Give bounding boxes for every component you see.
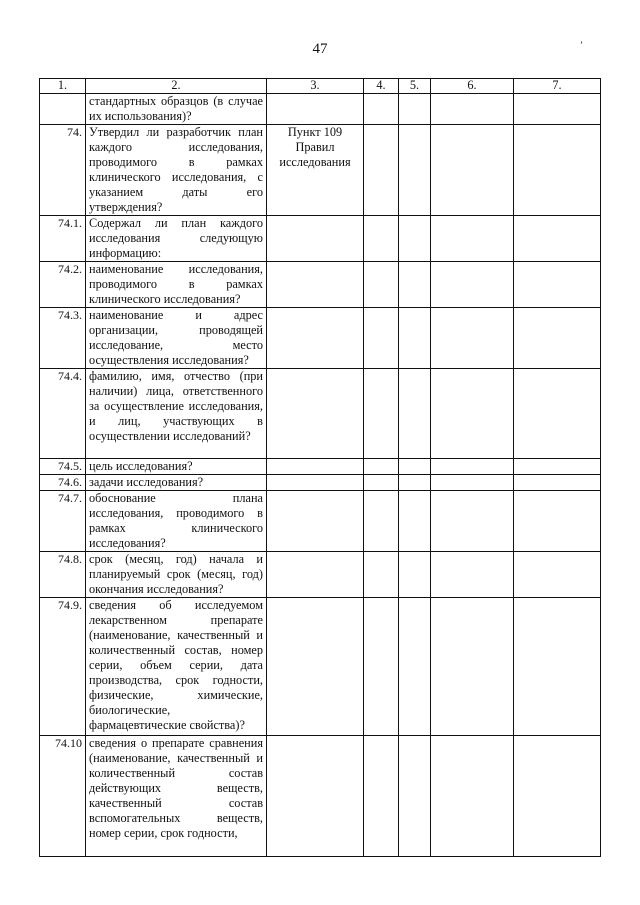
question-text: стандартных образцов (в случае их использования)? [86, 94, 267, 125]
table-row [40, 94, 601, 125]
answer-cell-yes[interactable] [364, 475, 399, 491]
answer-cell-no[interactable] [399, 459, 431, 475]
table-row [40, 125, 601, 216]
answer-cell-no[interactable] [399, 598, 431, 736]
answer-cell-na[interactable] [431, 475, 514, 491]
question-text: сведения о препарате сравнения (наименование, качественный и количественный состав действующих веществ, качественный состав вспомогательных веществ, номер серии, срок годности, [86, 736, 267, 857]
column-header-4: 4. [364, 79, 399, 94]
question-text: фамилию, имя, отчество (при наличии) лица, ответственного за осуществление исследования, и лиц, участвующих в осуществлении исследований? [86, 369, 267, 459]
notes-cell[interactable] [514, 369, 601, 459]
answer-cell-na[interactable] [431, 216, 514, 262]
legal-reference [267, 94, 364, 125]
answer-cell-no[interactable] [399, 475, 431, 491]
row-number: 74.4. [40, 369, 86, 459]
notes-cell[interactable] [514, 459, 601, 475]
row-number: 74.1. [40, 216, 86, 262]
column-header-7: 7. [514, 79, 601, 94]
answer-cell-yes[interactable] [364, 94, 399, 125]
checklist-table [39, 78, 601, 857]
legal-reference [267, 736, 364, 857]
answer-cell-na[interactable] [431, 125, 514, 216]
answer-cell-yes[interactable] [364, 459, 399, 475]
question-text: задачи исследования? [86, 475, 267, 491]
stray-mark: ’ [580, 40, 583, 50]
notes-cell[interactable] [514, 491, 601, 552]
answer-cell-na[interactable] [431, 308, 514, 369]
legal-reference [267, 459, 364, 475]
legal-reference [267, 308, 364, 369]
row-number: 74.6. [40, 475, 86, 491]
question-text: Утвердил ли разработчик план каждого исследования, проводимого в рамках клинического исследования, с указанием даты его утверждения? [86, 125, 267, 216]
notes-cell[interactable] [514, 736, 601, 857]
column-header-5: 5. [399, 79, 431, 94]
notes-cell[interactable] [514, 475, 601, 491]
column-header-1: 1. [40, 79, 86, 94]
table-row [40, 475, 601, 491]
answer-cell-no[interactable] [399, 369, 431, 459]
answer-cell-na[interactable] [431, 369, 514, 459]
question-text: срок (месяц, год) начала и планируемый срок (месяц, год) окончания исследования? [86, 552, 267, 598]
notes-cell[interactable] [514, 94, 601, 125]
row-number: 74.10 [40, 736, 86, 857]
answer-cell-no[interactable] [399, 491, 431, 552]
answer-cell-yes[interactable] [364, 598, 399, 736]
answer-cell-na[interactable] [431, 736, 514, 857]
legal-reference [267, 262, 364, 308]
table-row [40, 736, 601, 857]
legal-reference [267, 369, 364, 459]
table-row [40, 369, 601, 459]
row-number: 74.8. [40, 552, 86, 598]
notes-cell[interactable] [514, 598, 601, 736]
notes-cell[interactable] [514, 308, 601, 369]
legal-reference [267, 491, 364, 552]
answer-cell-yes[interactable] [364, 369, 399, 459]
answer-cell-na[interactable] [431, 491, 514, 552]
row-number: 74.5. [40, 459, 86, 475]
answer-cell-yes[interactable] [364, 308, 399, 369]
answer-cell-no[interactable] [399, 125, 431, 216]
notes-cell[interactable] [514, 262, 601, 308]
notes-cell[interactable] [514, 125, 601, 216]
table-row [40, 552, 601, 598]
question-text: цель исследования? [86, 459, 267, 475]
answer-cell-na[interactable] [431, 262, 514, 308]
table-row [40, 459, 601, 475]
column-header-2: 2. [86, 79, 267, 94]
answer-cell-yes[interactable] [364, 491, 399, 552]
answer-cell-no[interactable] [399, 552, 431, 598]
legal-reference [267, 552, 364, 598]
question-text: наименование исследования, проводимого в рамках клинического исследования? [86, 262, 267, 308]
answer-cell-na[interactable] [431, 598, 514, 736]
legal-reference [267, 216, 364, 262]
table-row [40, 262, 601, 308]
row-number: 74.3. [40, 308, 86, 369]
column-header-6: 6. [431, 79, 514, 94]
row-number: 74. [40, 125, 86, 216]
row-number: 74.9. [40, 598, 86, 736]
answer-cell-no[interactable] [399, 94, 431, 125]
answer-cell-na[interactable] [431, 94, 514, 125]
legal-reference: Пункт 109 Правил исследования [267, 125, 364, 216]
notes-cell[interactable] [514, 216, 601, 262]
row-number: 74.2. [40, 262, 86, 308]
table-row [40, 216, 601, 262]
answer-cell-yes[interactable] [364, 125, 399, 216]
answer-cell-no[interactable] [399, 308, 431, 369]
table-row [40, 308, 601, 369]
answer-cell-no[interactable] [399, 736, 431, 857]
table-row [40, 491, 601, 552]
column-header-3: 3. [267, 79, 364, 94]
question-text: Содержал ли план каждого исследования следующую информацию: [86, 216, 267, 262]
notes-cell[interactable] [514, 552, 601, 598]
legal-reference [267, 475, 364, 491]
answer-cell-no[interactable] [399, 216, 431, 262]
answer-cell-yes[interactable] [364, 262, 399, 308]
answer-cell-yes[interactable] [364, 216, 399, 262]
header-row [40, 79, 601, 94]
answer-cell-na[interactable] [431, 552, 514, 598]
answer-cell-no[interactable] [399, 262, 431, 308]
answer-cell-na[interactable] [431, 459, 514, 475]
row-number [40, 94, 86, 125]
table-row [40, 598, 601, 736]
page-number: 47 [312, 41, 328, 57]
row-number: 74.7. [40, 491, 86, 552]
answer-cell-yes[interactable] [364, 736, 399, 857]
answer-cell-yes[interactable] [364, 552, 399, 598]
legal-reference [267, 598, 364, 736]
question-text: обоснование плана исследования, проводимого в рамках клинического исследования? [86, 491, 267, 552]
question-text: наименование и адрес организации, проводящей исследование, место осуществления исследования? [86, 308, 267, 369]
question-text: сведения об исследуемом лекарственном препарате (наименование, качественный и количественный состав, номер серии, объем серии, дата производства, срок годности, физические, химические, биологические, фармацевтические свойства)? [86, 598, 267, 736]
